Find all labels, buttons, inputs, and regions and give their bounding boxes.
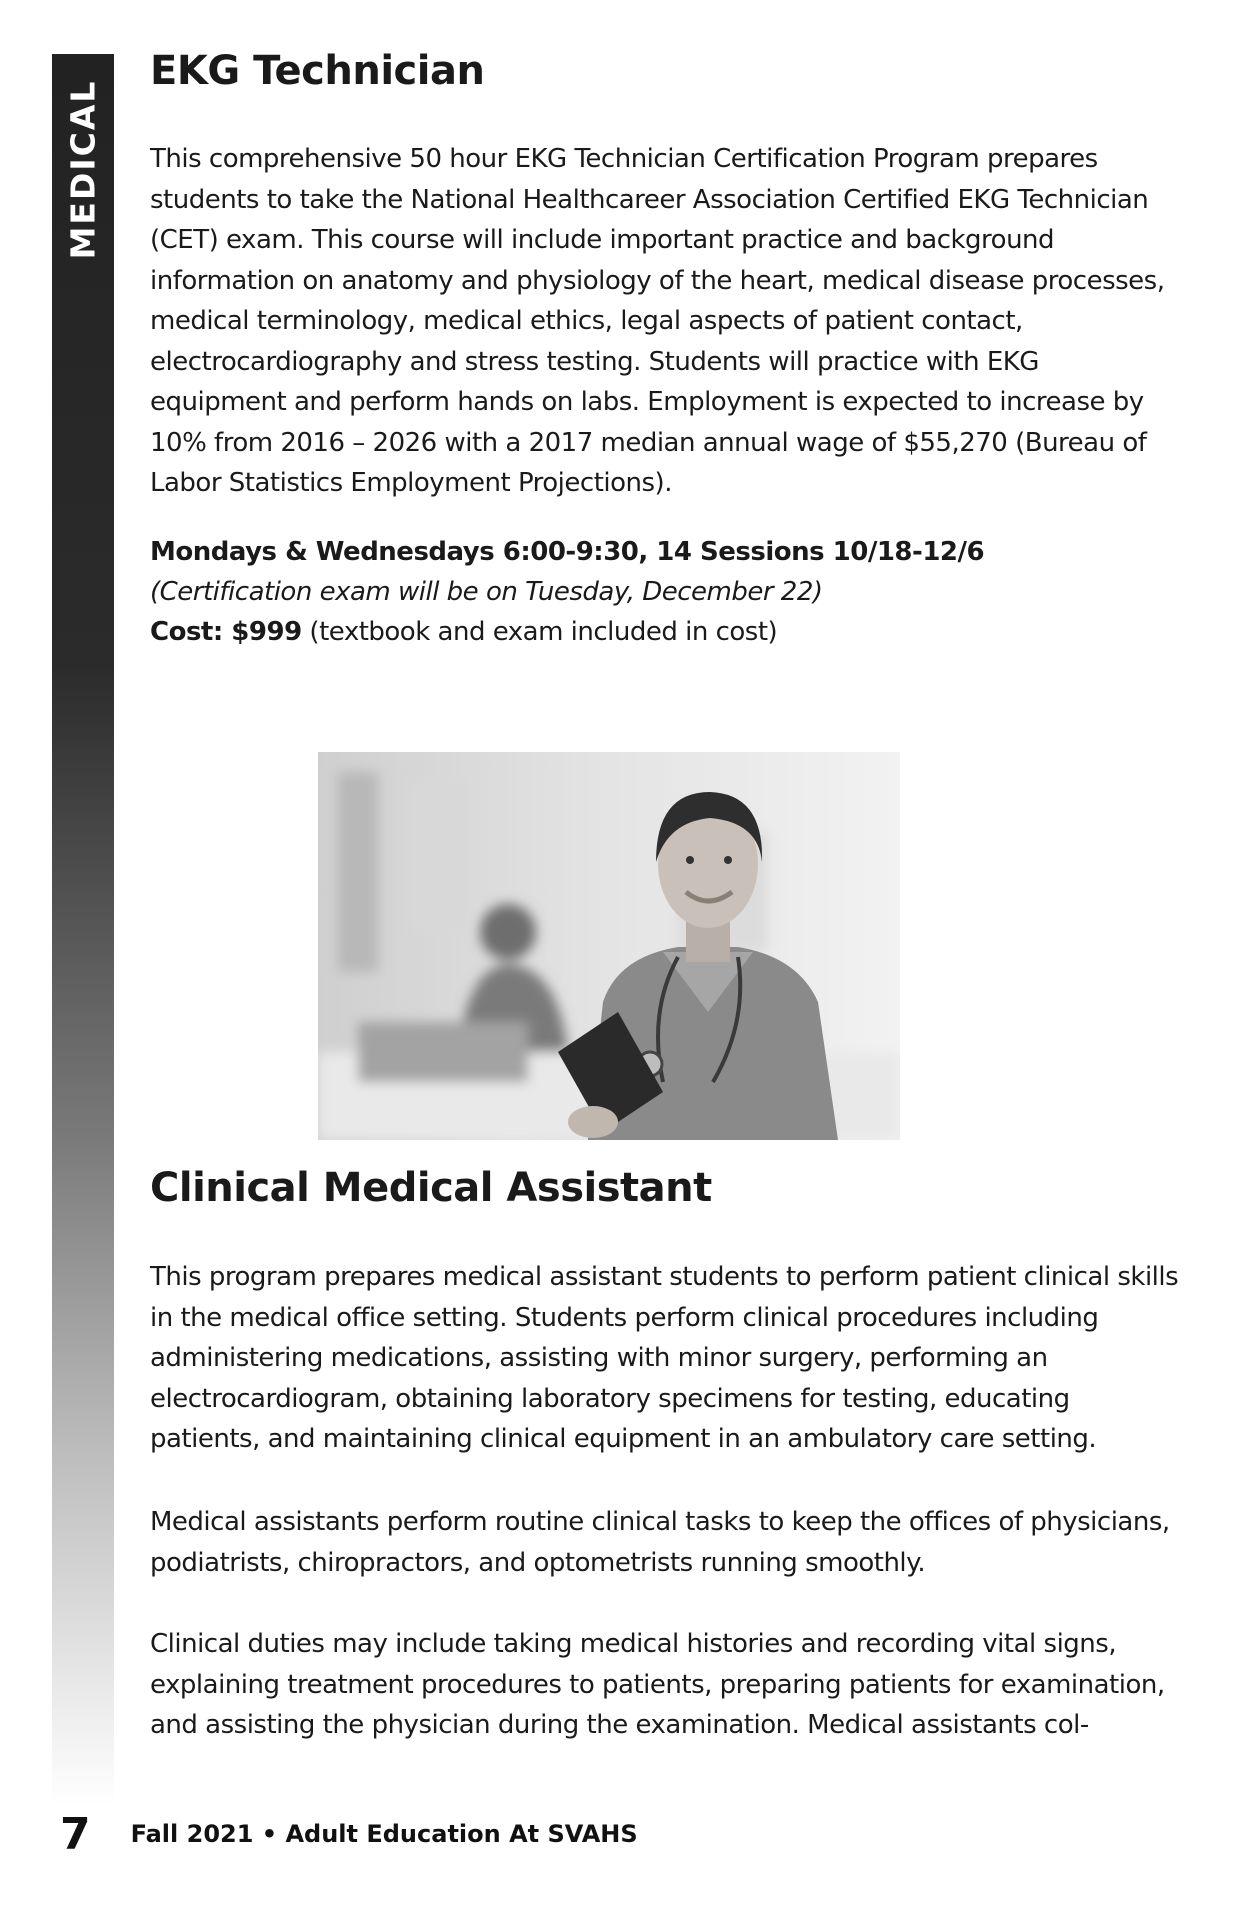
section-sidebar bbox=[52, 54, 114, 1804]
ekg-description-block bbox=[150, 139, 1180, 504]
section-label bbox=[52, 54, 114, 284]
ekg-schedule-block bbox=[150, 532, 1180, 652]
cma-paragraph-1: This program prepares medical assistant students to perform patient clinical skills in the medical office setting. Students perform clinical procedures including administering medications, assisting with minor surgery, performing an electrocardiogram, obtaining laboratory specimens for testing, educating patients, and maintaining clinical equipment in an ambulatory care setting. bbox=[150, 1262, 1179, 1454]
cma-paragraph-1-block bbox=[150, 1257, 1180, 1460]
cma-paragraph-2-block bbox=[150, 1502, 1180, 1583]
page-footer bbox=[60, 1806, 638, 1862]
ekg-cost bbox=[150, 612, 1180, 652]
footer-text: Fall 2021 • Adult Education At SVAHS bbox=[130, 1820, 638, 1848]
section-label-text: MEDICAL bbox=[63, 79, 103, 259]
photo-illustration bbox=[318, 752, 900, 1140]
cma-paragraph-3: Clinical duties may include taking medical histories and recording vital signs, explaining treatment procedures to patients, preparing patients for examination, and assisting the physician during the examination. Medical assistants col- bbox=[150, 1629, 1165, 1740]
ekg-title: EKG Technician bbox=[150, 48, 485, 94]
ekg-cost-note: (textbook and exam included in cost) bbox=[301, 617, 778, 647]
ekg-section bbox=[150, 48, 1180, 94]
cma-paragraph-3-block bbox=[150, 1624, 1180, 1746]
cma-title: Clinical Medical Assistant bbox=[150, 1165, 712, 1211]
ekg-exam-note: (Certification exam will be on Tuesday, December 22) bbox=[150, 577, 823, 607]
ekg-description: This comprehensive 50 hour EKG Technician Certification Program prepares students to take the National Healthcareer Association Certified EKG Technician (CET) exam. This course will include important practice and background information on anatomy and physiology of the heart, medical disease processes, medical terminology, medical ethics, legal aspects of patient contact, electrocardiography and stress testing. Students will practice with EKG equipment and perform hands on labs. Employment is expected to increase by 10% from 2016 – 2026 with a 2017 median annual wage of $55,270 (Bureau of Labor Statistics Employment Projections). bbox=[150, 144, 1165, 498]
medical-assistant-photo bbox=[318, 752, 900, 1140]
cma-section bbox=[150, 1165, 1180, 1211]
ekg-schedule: Mondays & Wednesdays 6:00-9:30, 14 Sessions 10/18-12/6 bbox=[150, 537, 985, 567]
page-number: 7 bbox=[60, 1808, 91, 1860]
cma-paragraph-2: Medical assistants perform routine clinical tasks to keep the offices of physicians, podiatrists, chiropractors, and optometrists running smoothly. bbox=[150, 1507, 1170, 1578]
ekg-cost-label: Cost: $999 bbox=[150, 617, 302, 647]
